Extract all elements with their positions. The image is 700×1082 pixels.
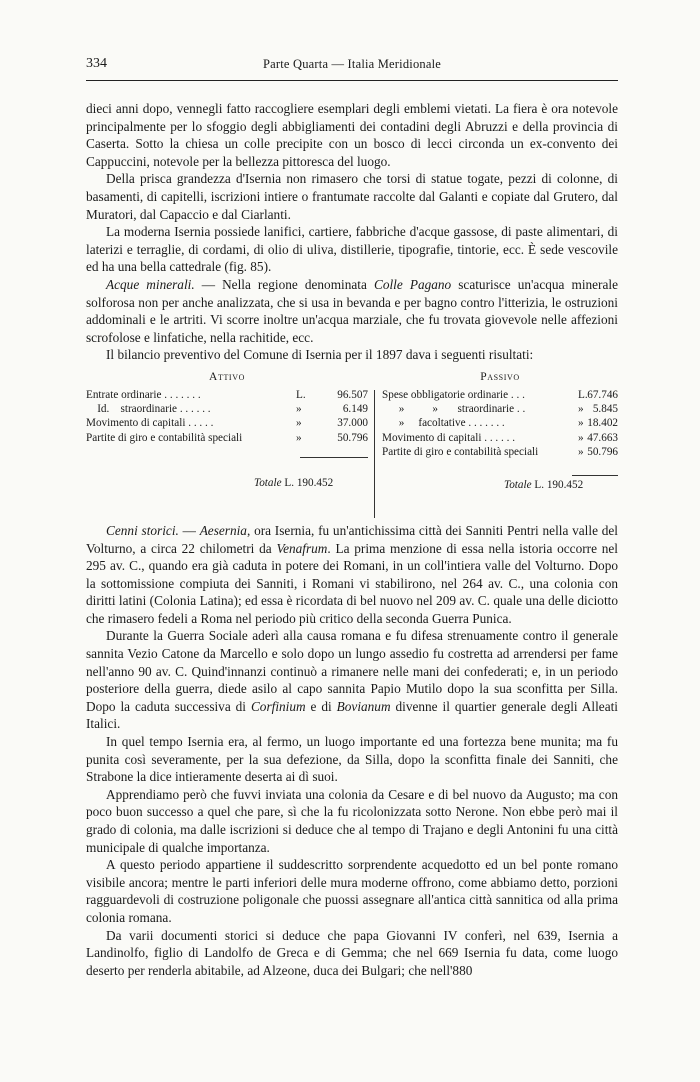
total-value: 190.452	[296, 476, 334, 489]
bilancio-table	[86, 370, 618, 522]
text-span: , ora Isernia, fu un'antichissima città dei Sanniti Pentri nella valle del Volturno, a circa 22 chilometri da	[86, 522, 618, 556]
sum-rule	[572, 475, 618, 476]
attivo-heading: Attivo	[209, 370, 245, 383]
row-label: Id. straordinarie . . . . . .	[86, 403, 211, 416]
section-lead: Acque minerali.	[106, 276, 195, 292]
total-value: 190.452	[546, 478, 584, 491]
paragraph: La moderna Isernia possiede lanifici, cartiere, fabbriche d'acque gassose, di paste alimentari, di laterizi e terraglie, di cordami, di olio di uliva, distillerie, tipografie, tintorie, ecc. È sede vescovile ed ha una bella cattedrale (fig. 85).	[86, 224, 618, 275]
bilancio-row	[86, 416, 368, 430]
passivo-total	[504, 478, 583, 492]
row-currency: »	[578, 417, 584, 430]
running-header	[86, 56, 618, 78]
row-currency: »	[578, 403, 584, 416]
bilancio-row	[382, 431, 618, 445]
row-label: Movimento di capitali . . . . .	[86, 417, 214, 430]
bilancio-row	[382, 402, 618, 416]
bilancio-row	[86, 431, 368, 445]
bilancio-row	[86, 388, 368, 402]
bilancio-row	[382, 388, 618, 402]
row-currency: »	[296, 417, 302, 430]
paragraph: Della prisca grandezza d'Isernia non rimasero che torsi di statue togate, pezzi di colonne, di basamenti, di capitelli, iscrizioni intiere o frantumate raccolte dal Galanti e copiate dal Grutero, dal Muratori, dal Capaccio e dal Ciarlanti.	[86, 171, 618, 222]
paragraph-guerra-sociale	[86, 627, 618, 733]
total-label: Totale	[254, 476, 282, 489]
attivo-total	[254, 476, 333, 490]
passivo-column	[382, 370, 618, 491]
row-currency: L.	[578, 389, 588, 402]
row-value: 67.746	[587, 389, 618, 402]
place-name: Corfinium	[250, 698, 306, 714]
row-value: 47.663	[587, 431, 618, 444]
row-label: » » straordinarie . .	[382, 403, 526, 416]
row-label: Partite di giro e contabilità speciali	[86, 431, 243, 444]
section-lead: Cenni storici.	[106, 522, 179, 538]
place-name: Venafrum	[276, 540, 328, 556]
place-name: Bovianum	[336, 698, 391, 714]
paragraph: dieci anni dopo, vennegli fatto raccogliere esemplari degli emblemi vietati. La fiera è ora notevole principalmente per lo sfoggio degli abbigliamenti dei contadini degli Abruzzi e della provincia di Caserta. Sotto la chiesa un colle precipite con un bosco di lecci circonda un ex-convento dei Cappuccini, notevole per la bellezza pittoresca del luogo.	[86, 101, 618, 169]
row-value: 6.149	[342, 403, 368, 416]
text-span: —	[178, 522, 200, 538]
place-name: Aesernia	[199, 522, 247, 538]
row-label: Entrate ordinarie . . . . . . .	[86, 389, 201, 402]
paragraph-cenni-storici	[86, 522, 618, 628]
row-label: Spese obbligatorie ordinarie . . .	[382, 389, 525, 402]
text-span: divenne il quartier generale degli Alleati Italici.	[86, 698, 618, 732]
row-currency: »	[296, 431, 302, 444]
total-label: Totale	[504, 478, 532, 491]
text-span: . La prima menzione di essa nella istoria occorre nel 295 av. C., quando era già caduta in potere dei Romani, in un coll'intiera valle del Volturno. Dopo la sottomissione compiuta dei Sanniti, i Romani vi stabilirono, nel 264 av. C., una colonia con diritti latini (Colonia Latina); ed essa è ricordata di bel nuovo nel 209 av. C. quale una delle diciotto che rimasero fedeli a Roma nel periodo più critico della seconda Guerra Punica.	[86, 540, 618, 626]
row-value: 37.000	[337, 417, 368, 430]
row-currency: »	[296, 403, 302, 416]
row-value: 50.796	[587, 445, 618, 458]
total-currency: L.	[534, 478, 545, 491]
row-value: 96.507	[337, 389, 368, 402]
row-currency: »	[578, 445, 584, 458]
text-span: scaturisce un'acqua minerale solforosa non per anche analizzata, che si usa in bevanda e per bagno contro l'itterizia, le ostruzioni addominali e le artriti. Vi scorre inoltre un'acqua marziale, che fu trovata giovevole nelle affezioni scrofolose e linfatiche, nella rachitide, ecc.	[86, 276, 618, 345]
column-divider	[374, 390, 375, 518]
text-span: Durante la Guerra Sociale aderì alla causa romana e fu difesa strenuamente contro il generale sannita Vezio Catone da Marcello e solo dopo un lungo assedio fu costretta ad arrendersi per fame nell'anno 90 av. C. Quind'innanzi continuò a rimanere nelle mani dei confederati; e, in un periodo posteriore della guerra, diede asilo al capo sannita Papio Mutilo dopo la sua sconfitta per Silla. Dopo la caduta successiva di	[86, 628, 618, 714]
running-title: Parte Quarta — Italia Meridionale	[262, 57, 442, 71]
passivo-heading: Passivo	[480, 370, 520, 383]
paragraph: A questo periodo appartiene il suddescritto sorprendente acquedotto ed un bel ponte romano visibile ancora; mentre le parti inferiori delle mura moderne offrono, come abbiamo detto, porzioni ragguardevoli di costruzione poligonale che puossi assegnare all'antica città sannitica od alla prima colonia romana.	[86, 857, 618, 925]
bilancio-row	[86, 402, 368, 416]
place-name: Colle Pagano	[373, 276, 452, 292]
row-label: » facoltative . . . . . . .	[382, 417, 505, 430]
row-label: Movimento di capitali . . . . . .	[382, 431, 515, 444]
bilancio-row	[382, 445, 618, 459]
header-rule	[86, 80, 618, 81]
paragraph: In quel tempo Isernia era, al fermo, un luogo importante ed una fortezza bene munita; ma fu punita così severamente, per la sua defezione, da Silla, dopo la sconfitta finale dei Sanniti, che Strabone la dice intieramente deserta ai dì suoi.	[86, 734, 618, 785]
total-currency: L.	[284, 476, 295, 489]
row-currency: »	[578, 431, 584, 444]
page-number: 334	[86, 56, 107, 71]
page-body	[86, 100, 618, 979]
paragraph: Da varii documenti storici si deduce che papa Giovanni IV conferì, nel 639, Isernia a Landinolfo, figlio di Landolfo de Greca e di Gemma; che nel 669 Isernia fu data, come luogo deserto per renderla abitabile, ad Alzeone, duca dei Bulgari; che nell'880	[86, 927, 618, 978]
row-label: Partite di giro e contabilità speciali	[382, 445, 539, 458]
text-span: e di	[305, 698, 337, 714]
text-span: — Nella regione denominata	[194, 276, 374, 292]
bilancio-intro: Il bilancio preventivo del Comune di Isernia per il 1897 dava i seguenti risultati:	[106, 347, 534, 363]
paragraph: Apprendiamo però che fuvvi inviata una colonia da Cesare e di bel nuovo da Augusto; ma con poco buon successo a quel che pare, sì che la fu ricolonizzata sotto Nerone. Non ebbe però mai il grado di colonia, ma dalle iscrizioni si deduce che al tempo di Trajano e degli Antonini fu una città municipale di qualche importanza.	[86, 786, 618, 855]
bilancio-row	[382, 416, 618, 430]
row-value: 50.796	[337, 431, 368, 444]
row-value: 18.402	[587, 417, 618, 430]
paragraph-acque-minerali	[86, 276, 618, 346]
attivo-column	[86, 370, 368, 489]
row-currency: L.	[296, 389, 306, 402]
sum-rule	[300, 457, 368, 458]
row-value: 5.845	[592, 403, 618, 416]
